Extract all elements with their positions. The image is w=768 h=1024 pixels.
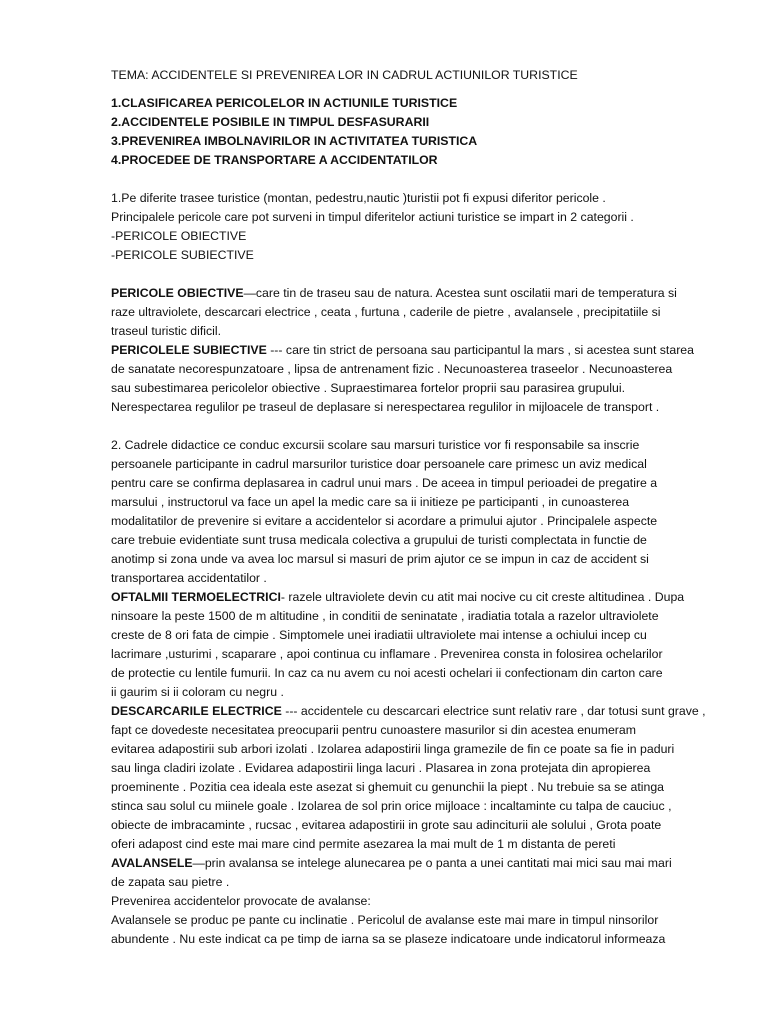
paragraph-line: ii gaurim si ii coloram cu negru . (111, 685, 284, 699)
paragraph-line: de protectie cu lentile fumurii. In caz ca nu avem cu noi acesti ochelari ii confectionam din carton care (111, 666, 663, 680)
term-text: - razele ultraviolete devin cu atit mai nocive cu cit creste altitudinea . Dupa (280, 590, 685, 604)
paragraph-line: Prevenirea accidentelor provocate de avalanse: (111, 894, 371, 908)
paragraph-line: oferi adapost cind este mai mare cind permite asezarea la mai mult de 1 m distanta de pereti (111, 837, 616, 851)
paragraph-line: Principalele pericole care pot surveni in timpul diferitelor actiuni turistice se impart in 2 categorii . (111, 210, 634, 224)
paragraph-line: 2. Cadrele didactice ce conduc excursii scolare sau marsuri turistice vor fi responsabile sa inscrie (111, 438, 640, 452)
paragraph-line: sau subestimarea pericolelor obiective . Supraestimarea fortelor proprii sau parasirea grupului. (111, 381, 625, 395)
paragraph-line: lacrimare ,usturimi , scaparare , apoi continua cu inflamare . Prevenirea consta in folosirea ochelarilor (111, 647, 663, 661)
term-heading: PERICOLELE SUBIECTIVE (111, 343, 267, 357)
paragraph-line: Avalansele se produc pe pante cu inclinatie . Pericolul de avalanse este mai mare in timpul ninsorilor (111, 913, 659, 927)
toc-item: 3.PREVENIREA IMBOLNAVIRILOR IN ACTIVITATEA TURISTICA (111, 134, 478, 148)
paragraph-line (111, 341, 718, 360)
term-text: —prin avalansa se intelege alunecarea pe o panta a unei cantitati mai mici sau mai mari (192, 856, 672, 870)
paragraph-line: de zapata sau pietre . (111, 875, 230, 889)
paragraph-line: raze ultraviolete, descarcari electrice , ceata , furtuna , caderile de pietre , avalansele , precipitatiile si (111, 305, 661, 319)
term-text: --- accidentele cu descarcari electrice sunt relativ rare , dar totusi sunt grave , (281, 704, 706, 718)
spacer (111, 265, 718, 284)
term-heading: AVALANSELE (111, 856, 193, 870)
paragraph-line: creste de 8 ori fata de cimpie . Simptomele unei iradiatii ultraviolete mai intense a ochiului incep cu (111, 628, 647, 642)
paragraph-line: persoanele participante in cadrul marsurilor turistice doar persoanele care primesc un aviz medical (111, 457, 647, 471)
paragraph-line: de sanatate necorespunzatoare , lipsa de antrenament fizic . Necunoasterea traseelor . Necunoasterea (111, 362, 673, 376)
paragraph-line (111, 854, 718, 873)
paragraph-line: anotimp si zona unde va avea loc marsul si masuri de prim ajutor ce se impun in caz de accident si (111, 552, 649, 566)
paragraph-line: -PERICOLE OBIECTIVE (111, 229, 247, 243)
paragraph-line: sau linga cladiri izolate . Evidarea adapostirii linga lacuri . Plasarea in zona protejata din apropierea (111, 761, 651, 775)
paragraph-line: ninsoare la peste 1500 de m altitudine , in conditii de seninatate , iradiatia totala a razelor ultraviolete (111, 609, 659, 623)
term-text: —care tin de traseu sau de natura. Acestea sunt oscilatii mari de temperatura si (243, 286, 677, 300)
term-text: --- care tin strict de persoana sau participantul la mars , si acestea sunt starea (266, 343, 694, 357)
paragraph-line: 1.Pe diferite trasee turistice (montan, pedestru,nautic )turistii pot fi expusi diferitor pericole . (111, 191, 606, 205)
toc-item: 4.PROCEDEE DE TRANSPORTARE A ACCIDENTATILOR (111, 153, 438, 167)
paragraph-line: abundente . Nu este indicat ca pe timp de iarna sa se plaseze indicatoare unde indicatorul informeaza (111, 932, 666, 946)
paragraph-line: Nerespectarea regulilor pe traseul de deplasare si nerespectarea regulilor in mijloacele de transport . (111, 400, 660, 414)
paragraph-line: marsului , instructorul va face un apel la medic care sa ii initieze pe participanti , in cunoasterea (111, 495, 630, 509)
paragraph-line: evitarea adapostirii sub arbori izolati . Izolarea adapostirii linga gramezile de fin ce poate sa fie in paduri (111, 742, 675, 756)
paragraph-line (111, 588, 718, 607)
spacer (111, 170, 718, 189)
term-heading: OFTALMII TERMOELECTRICI (111, 590, 281, 604)
toc-item: 1.CLASIFICAREA PERICOLELOR IN ACTIUNILE TURISTICE (111, 96, 458, 110)
paragraph-line: fapt ce dovedeste necesitatea preocuparii pentru cunoastere masurilor si din acestea enumeram (111, 723, 636, 737)
spacer (111, 417, 718, 436)
document-title: TEMA: ACCIDENTELE SI PREVENIREA LOR IN CADRUL ACTIUNILOR TURISTICE (111, 68, 578, 82)
paragraph-line (111, 284, 718, 303)
paragraph-line: -PERICOLE SUBIECTIVE (111, 248, 254, 262)
paragraph-line: proeminente . Pozitia cea ideala este asezat si ghemuit cu genunchii la piept . Nu trebuie sa se atinga (111, 780, 665, 794)
paragraph-line: care trebuie evidentiate sunt trusa medicala colectiva a grupului de turisti complectata in functie de (111, 533, 647, 547)
paragraph-line: pentru care se confirma deplasarea in cadrul unui mars . De aceea in timpul perioadei de pregatire a (111, 476, 658, 490)
paragraph-line: stinca sau solul cu miinele goale . Izolarea de sol prin orice mijloace : incaltaminte cu talpa de cauciuc , (111, 799, 672, 813)
term-heading: DESCARCARILE ELECTRICE (111, 704, 282, 718)
paragraph-line: obiecte de imbracaminte , rucsac , evitarea adapostirii in grote sau adinciturii ale solului , Grota poate (111, 818, 662, 832)
term-heading: PERICOLE OBIECTIVE (111, 286, 244, 300)
paragraph-line: transportarea accidentatilor . (111, 571, 267, 585)
paragraph-line (111, 702, 718, 721)
paragraph-line: traseul turistic dificil. (111, 324, 222, 338)
toc-item: 2.ACCIDENTELE POSIBILE IN TIMPUL DESFASURARII (111, 115, 430, 129)
paragraph-line: modalitatilor de prevenire si evitare a accidentelor si acordare a primului ajutor . Principalele aspecte (111, 514, 658, 528)
